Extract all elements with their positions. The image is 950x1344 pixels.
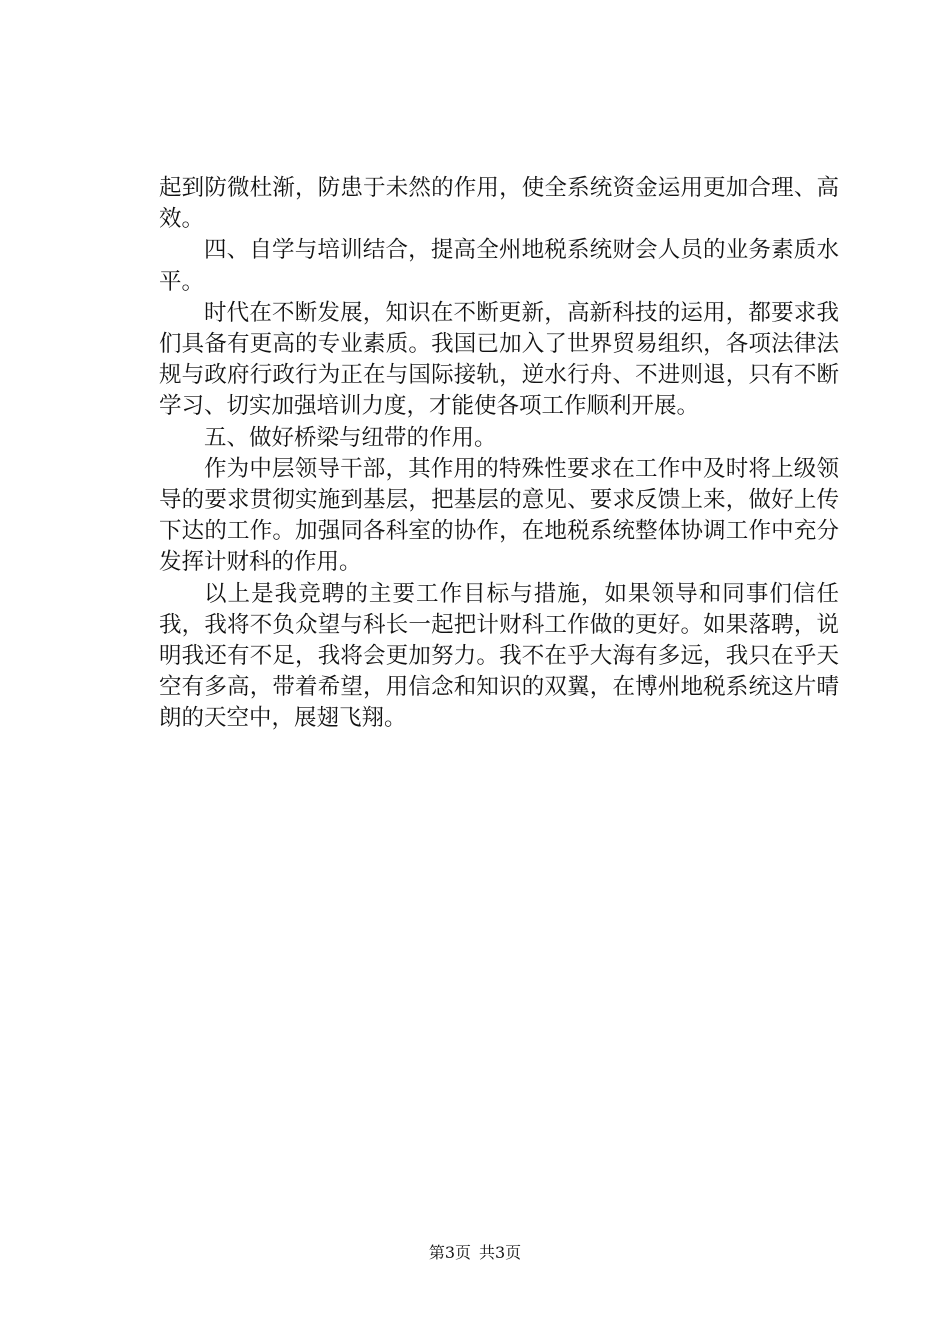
page-total: 共3页 bbox=[479, 1243, 522, 1262]
page-footer bbox=[0, 1243, 950, 1263]
paragraph: 以上是我竞聘的主要工作目标与措施，如果领导和同事们信任我，我将不负众望与科长一起把计财科工作做的更好。如果落聘，说明我还有不足，我将会更加努力。我不在乎大海有多远，我只在乎天空有多高，带着希望，用信念和知识的双翼，在博州地税系统这片晴朗的天空中，展翅飞翔。 bbox=[159, 580, 839, 732]
document-body bbox=[159, 173, 839, 735]
page-number: 第3页 bbox=[428, 1243, 471, 1262]
paragraph: 时代在不断发展，知识在不断更新，高新科技的运用，都要求我们具备有更高的专业素质。我国已加入了世界贸易组织，各项法律法规与政府行政行为正在与国际接轨，逆水行舟、不进则退，只有不断学习、切实加强培训力度，才能使各项工作顺利开展。 bbox=[159, 299, 839, 420]
section-heading: 四、自学与培训结合，提高全州地税系统财会人员的业务素质水平。 bbox=[159, 237, 839, 295]
paragraph: 起到防微杜渐，防患于未然的作用，使全系统资金运用更加合理、高效。 bbox=[159, 175, 839, 233]
paragraph: 作为中层领导干部，其作用的特殊性要求在工作中及时将上级领导的要求贯彻实施到基层，把基层的意见、要求反馈上来，做好上传下达的工作。加强同各科室的协作，在地税系统整体协调工作中充分发挥计财科的作用。 bbox=[159, 455, 839, 576]
section-heading: 五、做好桥梁与纽带的作用。 bbox=[204, 424, 497, 451]
